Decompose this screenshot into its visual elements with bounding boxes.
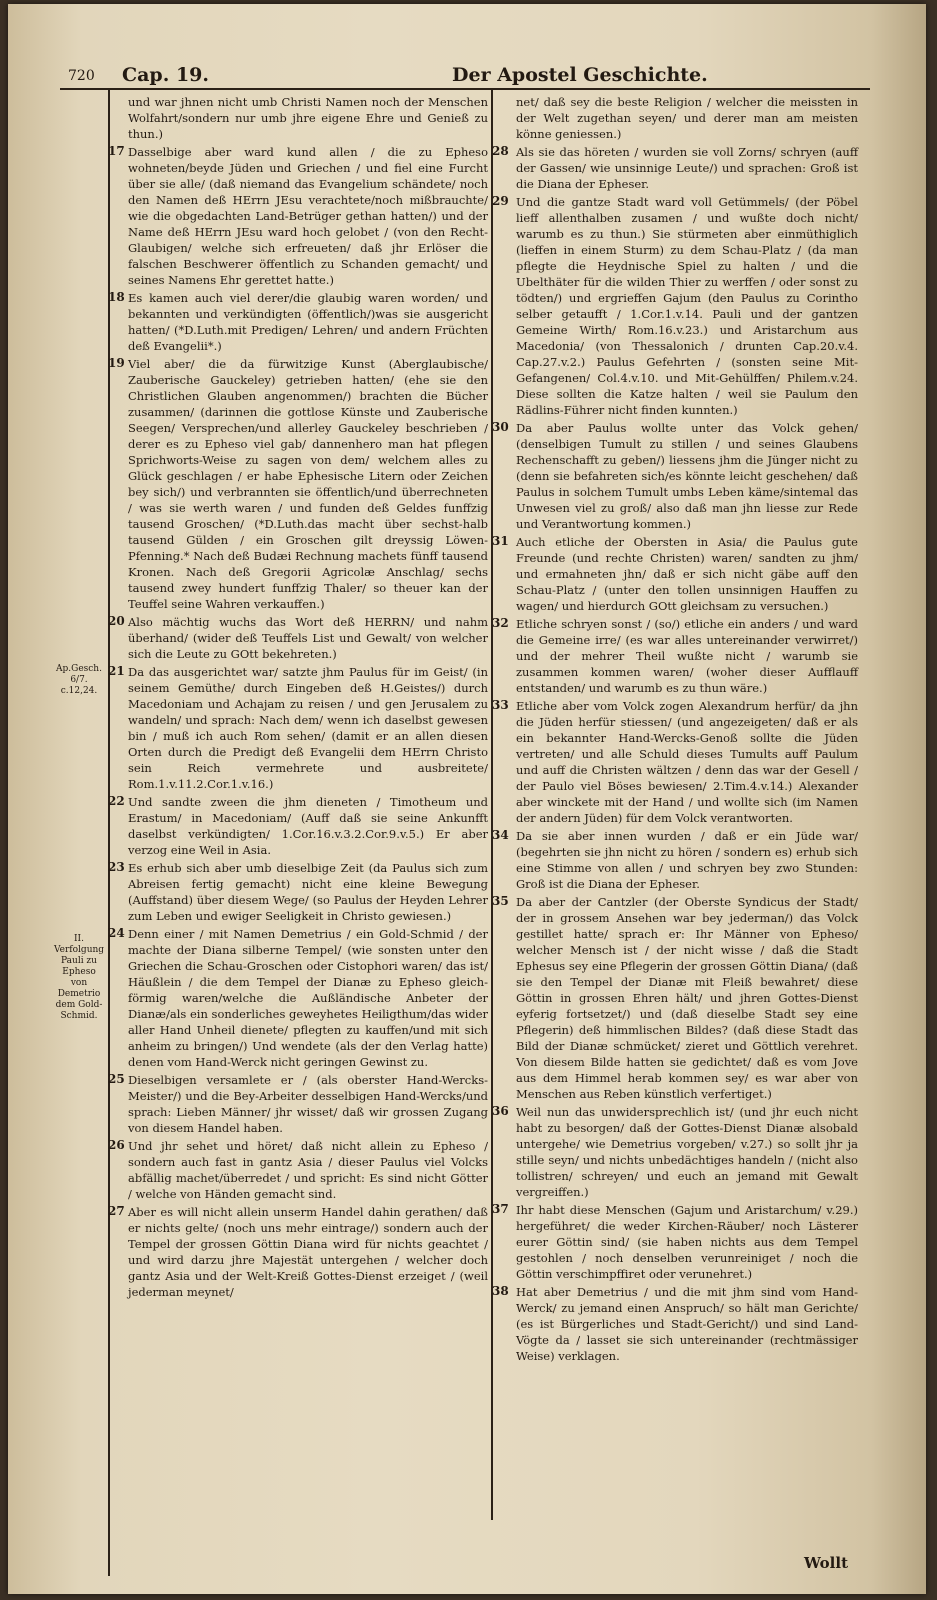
column-divider — [491, 88, 493, 1520]
verse-text: Viel aber/ die da fürwitzige Kunst (Aberglaubische/ Zauberische Gauckeley) getrieben hatten/ (ehe sie den Christlichen Glauben angenommen/) brachten die Bücher zusammen/ (darinnen die gottlose Künste und Zauberische Seegen/ Versprechen/und allerley Gauckeley beschrieben / derer es zu Epheso viel gab/ dannenhero man hat pflegen Sprichworts-Weise zu sagen von dem/ welchem alles zu Glück geschlagen / er habe Ephesische Litern oder Zeichen bey sich/) und verbrannten sie öffentlich/und überrechneten / was sie werth waren / und funden deß Geldes funffzig tausend Groschen/ (*D.Luth.das macht über sechst-halb tausend Gülden / ein Groschen gilt dreyssig Löwen-Pfenning.* Nach deß Budæi Rechnung machets fünff tausend Kronen. Nach deß Gregorii Agricolæ Anschlag/ sechs tausend zwey hundert funffzig Thaler/ so theuer kan der Teuffel seine Wahren verkauffen.) — [128, 357, 488, 611]
verse — [108, 794, 488, 858]
margin-note: II. Verfolgung Pauli zu Epheso von Demetrio dem Gold-Schmid. — [54, 934, 105, 1021]
chapter-heading: Cap. 19. — [122, 64, 210, 86]
verse — [492, 1284, 858, 1364]
page-number: 720 — [68, 68, 95, 84]
verse — [108, 614, 488, 662]
catchword: Wollt — [804, 1554, 848, 1572]
verse-text: Und sandte zween die jhm dieneten / Timotheum und Erastum/ in Macedoniam/ (Auff daß sie seine Ankunfft daselbst verkündigten/ 1.Cor.16.v.3.2.Cor.9.v.5.) Er aber verzog eine Weil in Asia. — [128, 795, 488, 857]
verse-number: 30 — [492, 420, 509, 434]
verse-number: 32 — [492, 616, 509, 630]
verse-number: 23 — [108, 860, 125, 874]
verse — [108, 926, 488, 1070]
verse-number: 25 — [108, 1072, 125, 1086]
verse-number: 36 — [492, 1104, 509, 1118]
verse — [492, 894, 858, 1102]
verse-number: 34 — [492, 828, 509, 842]
verse-number: 21 — [108, 664, 125, 678]
verse — [492, 1202, 858, 1282]
verse — [492, 144, 858, 192]
left-column — [108, 94, 488, 1302]
verse-number: 22 — [108, 794, 125, 808]
verse — [516, 94, 858, 142]
verse-text: Dasselbige aber ward kund allen / die zu Epheso wohneten/beyde Jüden und Griechen / und fiel eine Furcht über sie alle/ (daß niemand das Evangelium schändete/ noch den Namen deß HErrn JEsu verachtete/noch mißbrauchte/ wie die obgedachten Land-Betrüger gethan hatten/) und der Name deß HErrn JEsu ward hoch gelobet / (von den Recht-Glaubigen/ welche sich erfreueten/ daß jhr Erlöser die falschen Beschwerer öffentlich zu Schanden gemacht/ und seines Namens Ehr gerettet hatte.) — [128, 145, 488, 287]
verse — [108, 356, 488, 612]
verse — [492, 698, 858, 826]
verse — [108, 144, 488, 288]
verse-text: Weil nun das unwidersprechlich ist/ (und jhr euch nicht habt zu besorgen/ daß der Gottes-Dienst Dianæ alsobald untergehe/ wie Demetrius vorgeben/ v.27.) so sollt jhr ja stille seyn/ und nichts unbedächtiges handeln / (nicht also tollistren/ schreyen/ und euch an jemand mit Gewalt vergreiffen.) — [516, 1105, 858, 1199]
verse-number: 17 — [108, 144, 125, 158]
verse — [492, 534, 858, 614]
verse — [108, 1072, 488, 1136]
verse — [492, 828, 858, 892]
verse-text: Hat aber Demetrius / und die mit jhm sind vom Hand-Werck/ zu jemand einen Anspruch/ so hält man Gerichte/ (es ist Bürgerliches und Stadt-Gericht/) und sind Land-Vögte da / lasset sie sich untereinander (rechtmässiger Weise) verklagen. — [516, 1285, 858, 1363]
verse-text: Denn einer / mit Namen Demetrius / ein Gold-Schmid / der machte der Diana silberne Tempel/ (wie sonsten unter den Griechen die Schau-Groschen oder Cistophori waren/ das ist/ Häußlein / die dem Tempel der Dianæ zu Epheso gleich-förmig waren/welche die Außländische Anbeter der Dianæ/als ein sonderliches geweyhetes Heiligthum/das wider aller Hand Unheil dienete/ pflegten zu kauffen/und mit sich anheim zu bringen/) Und wendete (als der den Verlag hatte) denen vom Hand-Werck nicht geringen Gewinst zu. — [128, 927, 488, 1069]
verse-number: 33 — [492, 698, 509, 712]
running-title: Der Apostel Geschichte. — [452, 64, 708, 86]
verse-text: Da das ausgerichtet war/ satzte jhm Paulus für im Geist/ (in seinem Gemüthe/ durch Eingeben deß H.Geistes/) durch Macedoniam und Achajam zu reisen / und gen Jerusalem zu wandeln/ und sprach: Nach dem/ wenn ich daselbst gewesen bin / muß ich auch Rom sehen/ (damit er an allen diesen Orten durch die Predigt deß Evangelii dem HErrn Christo sein Reich vermehrete und ausbreitete/ Rom.1.v.11.2.Cor.1.v.16.) — [128, 665, 488, 791]
verse — [108, 664, 488, 792]
verse-number: 28 — [492, 144, 509, 158]
verse-number: 20 — [108, 614, 125, 628]
verse — [492, 616, 858, 696]
verse — [492, 194, 858, 418]
verse — [492, 1104, 858, 1200]
right-column — [492, 94, 858, 1366]
verse-number: 18 — [108, 290, 125, 304]
verse — [492, 420, 858, 532]
verse — [108, 1138, 488, 1202]
verse-text: net/ daß sey die beste Religion / welcher die meissten in der Welt zugethan seyen/ und derer man am meisten könne geniessen.) — [516, 95, 858, 141]
verse-text: Dieselbigen versamlete er / (als oberster Hand-Wercks-Meister/) und die Bey-Arbeiter desselbigen Hand-Wercks/und sprach: Lieben Männer/ jhr wisset/ daß wir grossen Zugang von diesem Handel haben. — [128, 1073, 488, 1135]
verse-text: Also mächtig wuchs das Wort deß HERRN/ und nahm überhand/ (wider deß Teuffels List und Gewalt/ von welcher sich die Leute zu GOtt bekehreten.) — [128, 615, 488, 661]
verse-text: Auch etliche der Obersten in Asia/ die Paulus gute Freunde (und rechte Christen) waren/ sandten zu jhm/ und ermahneten jhn/ daß er sich nicht gäbe auff den Schau-Platz / (unter den tollen unsinnigen Hauffen zu wagen/ und hierdurch GOtt gleichsam zu versuchen.) — [516, 535, 858, 613]
verse-text: Da aber Paulus wollte unter das Volck gehen/ (denselbigen Tumult zu stillen / und seines Glaubens Rechenschafft zu geben/) liessens jhm die Jünger nicht zu (denn sie befahreten sich/es könnte leicht geschehen/ daß Paulus in solchem Tumult umbs Leben käme/sintemal das Unwesen viel zu groß/ also daß man jhn liesse zur Rede und Verantwortung kommen.) — [516, 421, 858, 531]
verse-number: 37 — [492, 1202, 509, 1216]
verse-number: 38 — [492, 1284, 509, 1298]
verse-text: Da sie aber innen wurden / daß er ein Jüde war/ (begehrten sie jhn nicht zu hören / sondern es) erhub sich eine Stimme von allen / und schryen bey zwo Stunden: Groß ist die Diana der Epheser. — [516, 829, 858, 891]
book-page — [8, 4, 926, 1594]
verse-number: 29 — [492, 194, 509, 208]
verse — [108, 1204, 488, 1300]
outer-margin-rule — [108, 88, 110, 1576]
verse-number: 31 — [492, 534, 509, 548]
verse — [108, 860, 488, 924]
verse-number: 35 — [492, 894, 509, 908]
verse-number: 19 — [108, 356, 125, 370]
verse-text: Und jhr sehet und höret/ daß nicht allein zu Epheso / sondern auch fast in gantz Asia / dieser Paulus viel Volcks abfällig machet/überredet / und spricht: Es sind nicht Götter / welche von Händen gemacht sind. — [128, 1139, 488, 1201]
verse-number: 27 — [108, 1204, 125, 1218]
verse — [108, 290, 488, 354]
verse-number: 26 — [108, 1138, 125, 1152]
verse-text: Es kamen auch viel derer/die glaubig waren worden/ und bekannten und verkündigten (öffentlich/)was sie ausgericht hatten/ (*D.Luth.mit Predigen/ Lehren/ und andern Früchten deß Evangelii*.) — [128, 291, 488, 353]
verse-text: Ihr habt diese Menschen (Gajum und Aristarchum/ v.29.) hergeführet/ die weder Kirchen-Räuber/ noch Lästerer eurer Göttin sind/ (sie haben nichts aus dem Tempel gestohlen / noch denselben verunreiniget / noch die Göttin verschimpffiret oder verunehret.) — [516, 1203, 858, 1281]
verse-text: Etliche schryen sonst / (so/) etliche ein anders / und ward die Gemeine irre/ (es war alles untereinander verwirret/) und der mehrer Theil wußte nicht / warumb sie zusammen kommen waren/ (woher dieser Aufflauff entstanden/ und warumb es zu thun wäre.) — [516, 617, 858, 695]
verse-text: Und die gantze Stadt ward voll Getümmels/ (der Pöbel lieff allenthalben zusamen / und wußte doch nicht/ warumb es zu thun.) Sie stürmeten aber einmüthiglich (lieffen in einem Sturm) zu dem Schau-Platz / (da man pflegte die Heydnische Spiel zu halten / und die Ubelthäter für die wilden Thier zu werffen / oder sonst zu tödten/) und ergrieffen Gajum (den Paulus zu Corintho selber getaufft / 1.Cor.1.v.14. Pauli und der gantzen Gemeine Wirth/ Rom.16.v.23.) und Aristarchum aus Macedonia/ (von Thessalonich / drunten Cap.20.v.4. Cap.27.v.2.) Paulus Gefehrten / (sonsten seine Mit-Gefangenen/ Col.4.v.10. und Mit-Gehülffen/ Philem.v.24. Diese sollten die Katze halten / weil sie Paulum den Rädlins-Führer nicht finden kunnten.) — [516, 195, 858, 417]
margin-note: Ap.Gesch. 6/7. c.12,24. — [56, 664, 102, 696]
verse-number: 24 — [108, 926, 125, 940]
verse-text: Es erhub sich aber umb dieselbige Zeit (da Paulus sich zum Abreisen fertig gemacht) nicht eine kleine Bewegung (Auffstand) über diesem Wege/ (so Paulus der Heyden Lehrer zum Leben und ewiger Seeligkeit in Christo gewiesen.) — [128, 861, 488, 923]
verse-text: Etliche aber vom Volck zogen Alexandrum herfür/ da jhn die Jüden herfür stiessen/ (und angezeigeten/ daß er als ein bekannter Hand-Wercks-Genoß sollte die Jüden vertreten/ und alle Schuld dieses Tumults auff Paulum und auff die Christen wältzen / denn das war der Gesell / der Paulo viel Böses bewiesen/ 2.Tim.4.v.14.) Alexander aber winckete mit der Hand / und wollte sich (im Namen der andern Jüden) für dem Volck verantworten. — [516, 699, 858, 825]
page-header — [60, 62, 870, 90]
verse-text: und war jhnen nicht umb Christi Namen noch der Menschen Wolfahrt/sondern nur umb jhre eigene Ehre und Genieß zu thun.) — [128, 95, 488, 141]
verse-text: Da aber der Cantzler (der Oberste Syndicus der Stadt/ der in grossem Ansehen war bey jederman/) das Volck gestillet hatte/ sprach er: Ihr Männer von Epheso/ welcher Mensch ist / der nicht wisse / daß die Stadt Ephesus sey eine Pflegerin der grossen Göttin Diana/ (daß sie den Tempel der Dianæ mit Fleiß bewahret/ diese Göttin in grossen Ehren hält/ und jhren Gottes-Dienst eyferig fortsetzet/) und (daß dieselbe Stadt sey eine Pflegerin) deß himmlischen Bildes? (daß diese Stadt das Bild der Dianæ schmücket/ zieret und Göttlich verehret. Von diesem Bilde hatten sie gedichtet/ daß es vom Jove aus dem Himmel herab kommen sey/ es war aber von Menschen aus Reben künstlich verfertiget.) — [516, 895, 858, 1101]
verse-text: Aber es will nicht allein unserm Handel dahin gerathen/ daß er nichts gelte/ (noch uns mehr eintrage/) sondern auch der Tempel der grossen Göttin Diana wird für nichts geachtet / und wird darzu jhre Majestät untergehen / welcher doch gantz Asia und der Welt-Kreiß Gottes-Dienst erzeiget / (weil jederman meynet/ — [128, 1205, 488, 1299]
verse — [128, 94, 488, 142]
verse-text: Als sie das höreten / wurden sie voll Zorns/ schryen (auff der Gassen/ wie unsinnige Leute/) und sprachen: Groß ist die Diana der Epheser. — [516, 145, 858, 191]
